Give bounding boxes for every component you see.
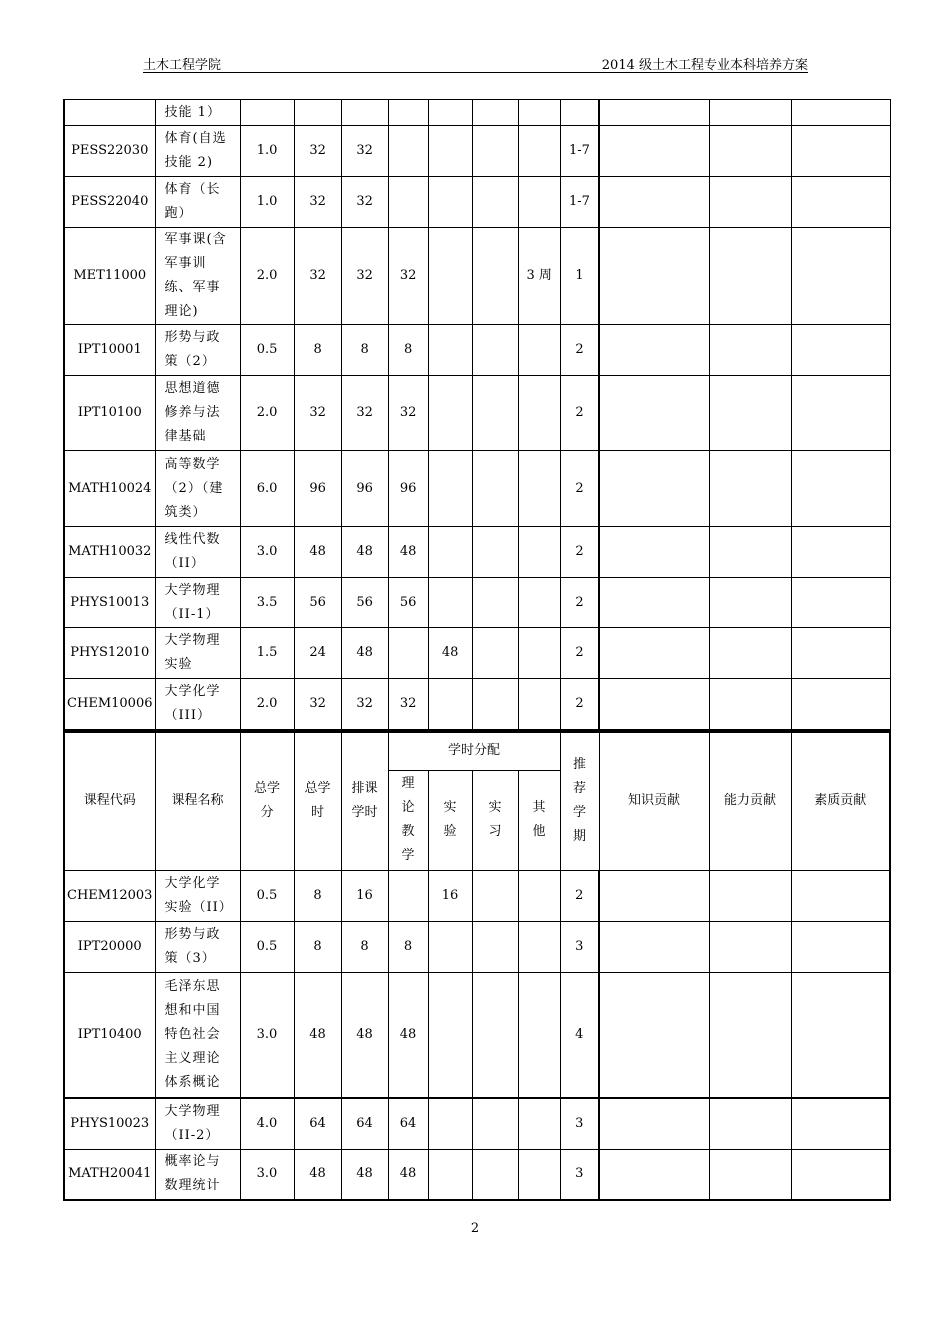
cell-quality — [791, 527, 890, 578]
cell-other — [518, 325, 560, 376]
cell-term: 4 — [560, 972, 599, 1098]
cell-hours: 48 — [294, 1149, 341, 1200]
table-row — [64, 376, 891, 451]
cell-quality — [791, 628, 890, 679]
cell-credits — [240, 100, 294, 126]
cell-lab — [428, 177, 472, 228]
cell-sched: 32 — [341, 679, 388, 730]
cell-knowledge — [599, 628, 709, 679]
cell-ability — [709, 628, 791, 679]
cell-credits: 1.0 — [240, 177, 294, 228]
cell-hours: 56 — [294, 578, 341, 628]
cell-hours: 8 — [294, 325, 341, 376]
cell-credits: 4.0 — [240, 1098, 294, 1149]
cell-practice — [472, 679, 518, 730]
cell-sched: 56 — [341, 578, 388, 628]
cell-ability — [709, 921, 791, 972]
table-row — [64, 126, 891, 177]
cell-practice — [472, 921, 518, 972]
cell-hours: 48 — [294, 972, 341, 1098]
cell-knowledge — [599, 376, 709, 451]
cell-quality — [791, 325, 890, 376]
cell-knowledge — [599, 228, 709, 325]
cell-sched: 48 — [341, 628, 388, 679]
cell-code: IPT20000 — [64, 921, 155, 972]
cell-knowledge — [599, 325, 709, 376]
cell-lab — [428, 578, 472, 628]
cell-practice — [472, 100, 518, 126]
cell-credits: 3.5 — [240, 578, 294, 628]
header-lab — [428, 770, 472, 870]
cell-term — [560, 100, 599, 126]
cell-term: 2 — [560, 325, 599, 376]
cell-theory: 32 — [388, 679, 428, 730]
cell-name: 大学物理（II-2） — [155, 1098, 240, 1149]
cell-credits: 3.0 — [240, 1149, 294, 1200]
cell-knowledge — [599, 177, 709, 228]
header-ability: 能力贡献 — [709, 732, 791, 870]
table-row — [64, 921, 890, 972]
cell-quality — [791, 870, 890, 921]
cell-hours: 24 — [294, 628, 341, 679]
cell-name: 大学物理（II-1） — [155, 578, 240, 628]
cell-practice — [472, 376, 518, 451]
cell-ability — [709, 1149, 791, 1200]
cell-other — [518, 679, 560, 730]
cell-practice — [472, 325, 518, 376]
cell-sched — [341, 100, 388, 126]
cell-sched: 8 — [341, 325, 388, 376]
cell-theory — [388, 126, 428, 177]
cell-code: MET11000 — [64, 228, 155, 325]
cell-code: PHYS10013 — [64, 578, 155, 628]
cell-lab — [428, 527, 472, 578]
cell-name: 大学化学实验（II） — [155, 870, 240, 921]
header-theory-text: 理论教学 — [401, 776, 415, 863]
cell-theory: 48 — [388, 972, 428, 1098]
cell-hours: 64 — [294, 1098, 341, 1149]
cell-ability — [709, 100, 791, 126]
cell-other — [518, 376, 560, 451]
table-row — [64, 628, 891, 679]
cell-term: 2 — [560, 376, 599, 451]
cell-name: 技能 1） — [155, 100, 240, 126]
cell-other — [518, 126, 560, 177]
cell-knowledge — [599, 1149, 709, 1200]
cell-ability — [709, 679, 791, 730]
header-credits — [240, 732, 294, 870]
cell-other — [518, 1149, 560, 1200]
cell-theory — [388, 177, 428, 228]
cell-ability — [709, 177, 791, 228]
cell-ability — [709, 527, 791, 578]
cell-lab — [428, 126, 472, 177]
cell-hours: 48 — [294, 527, 341, 578]
header-term — [560, 732, 599, 870]
cell-sched: 32 — [341, 376, 388, 451]
cell-quality — [791, 1098, 890, 1149]
cell-other — [518, 177, 560, 228]
cell-lab — [428, 1098, 472, 1149]
cell-code: MATH10024 — [64, 451, 155, 527]
cell-name: 大学物理实验 — [155, 628, 240, 679]
cell-hours: 8 — [294, 870, 341, 921]
cell-other: 3 周 — [518, 228, 560, 325]
cell-name: 体育（长跑） — [155, 177, 240, 228]
table-row — [64, 1098, 890, 1149]
cell-code: IPT10001 — [64, 325, 155, 376]
header-name: 课程名称 — [155, 732, 240, 870]
cell-ability — [709, 126, 791, 177]
page-number: 2 — [470, 1221, 480, 1236]
cell-theory: 64 — [388, 1098, 428, 1149]
cell-quality — [791, 177, 890, 228]
cell-credits: 3.0 — [240, 972, 294, 1098]
header-quality: 素质贡献 — [791, 732, 890, 870]
cell-theory: 32 — [388, 376, 428, 451]
header-hours-text: 总学时 — [304, 781, 331, 821]
cell-credits: 2.0 — [240, 376, 294, 451]
cell-other — [518, 527, 560, 578]
cell-sched: 96 — [341, 451, 388, 527]
cell-name: 体育(自选技能 2) — [155, 126, 240, 177]
cell-term: 3 — [560, 1149, 599, 1200]
cell-lab — [428, 679, 472, 730]
cell-name: 线性代数（II） — [155, 527, 240, 578]
cell-name: 形势与政策（3） — [155, 921, 240, 972]
header-credits-text: 总学分 — [253, 781, 280, 821]
cell-theory: 96 — [388, 451, 428, 527]
cell-credits: 0.5 — [240, 921, 294, 972]
cell-credits: 2.0 — [240, 228, 294, 325]
cell-name: 大学化学（III） — [155, 679, 240, 730]
cell-term: 2 — [560, 628, 599, 679]
cell-hours: 32 — [294, 679, 341, 730]
cell-code: PESS22030 — [64, 126, 155, 177]
cell-code: MATH10032 — [64, 527, 155, 578]
cell-credits: 3.0 — [240, 527, 294, 578]
header-lab-text: 实验 — [443, 800, 457, 839]
header-right: 2014 级土木工程专业本科培养方案 — [601, 58, 808, 73]
cell-name: 毛泽东思想和中国特色社会主义理论体系概论 — [155, 972, 240, 1098]
table-row — [64, 578, 891, 628]
cell-term: 2 — [560, 527, 599, 578]
cell-lab — [428, 972, 472, 1098]
cell-knowledge — [599, 527, 709, 578]
cell-lab — [428, 921, 472, 972]
cell-other — [518, 1098, 560, 1149]
cell-code: PHYS12010 — [64, 628, 155, 679]
cell-other — [518, 972, 560, 1098]
cell-quality — [791, 972, 890, 1098]
cell-other — [518, 100, 560, 126]
header-other-text: 其他 — [532, 800, 546, 839]
header-practice — [472, 770, 518, 870]
header-knowledge: 知识贡献 — [599, 732, 709, 870]
cell-other — [518, 921, 560, 972]
cell-theory — [388, 870, 428, 921]
cell-theory: 56 — [388, 578, 428, 628]
cell-ability — [709, 578, 791, 628]
cell-code: MATH20041 — [64, 1149, 155, 1200]
cell-other — [518, 451, 560, 527]
cell-theory — [388, 100, 428, 126]
cell-quality — [791, 1149, 890, 1200]
cell-ability — [709, 1098, 791, 1149]
cell-sched: 64 — [341, 1098, 388, 1149]
cell-knowledge — [599, 679, 709, 730]
table-row — [64, 1149, 890, 1200]
cell-sched: 48 — [341, 972, 388, 1098]
cell-practice — [472, 1098, 518, 1149]
cell-credits: 0.5 — [240, 325, 294, 376]
header-rule — [143, 72, 808, 73]
cell-code: CHEM12003 — [64, 870, 155, 921]
cell-sched: 32 — [341, 228, 388, 325]
cell-other — [518, 578, 560, 628]
cell-name: 思想道德修养与法律基础 — [155, 376, 240, 451]
header-other — [518, 770, 560, 870]
header-sched-text: 排课学时 — [351, 781, 378, 821]
cell-quality — [791, 100, 890, 126]
cell-practice — [472, 126, 518, 177]
cell-code: IPT10400 — [64, 972, 155, 1098]
cell-credits: 2.0 — [240, 679, 294, 730]
cell-term: 2 — [560, 679, 599, 730]
cell-sched: 8 — [341, 921, 388, 972]
cell-practice — [472, 177, 518, 228]
cell-lab — [428, 451, 472, 527]
cell-theory — [388, 628, 428, 679]
table-row — [64, 325, 891, 376]
cell-hours: 32 — [294, 376, 341, 451]
cell-lab — [428, 376, 472, 451]
header-alloc: 学时分配 — [388, 732, 560, 770]
cell-hours: 32 — [294, 126, 341, 177]
cell-hours: 32 — [294, 177, 341, 228]
cell-term: 2 — [560, 578, 599, 628]
cell-other — [518, 870, 560, 921]
cell-practice — [472, 527, 518, 578]
cell-knowledge — [599, 921, 709, 972]
cell-sched: 48 — [341, 527, 388, 578]
cell-term: 2 — [560, 870, 599, 921]
cell-theory: 48 — [388, 527, 428, 578]
header-hours — [294, 732, 341, 870]
cell-name: 概率论与数理统计 — [155, 1149, 240, 1200]
cell-practice — [472, 628, 518, 679]
cell-hours: 96 — [294, 451, 341, 527]
cell-practice — [472, 870, 518, 921]
table-row — [64, 870, 890, 921]
cell-code: PHYS10023 — [64, 1098, 155, 1149]
cell-term: 2 — [560, 451, 599, 527]
cell-lab: 16 — [428, 870, 472, 921]
cell-sched: 32 — [341, 177, 388, 228]
cell-ability — [709, 376, 791, 451]
cell-term: 1-7 — [560, 177, 599, 228]
cell-sched: 32 — [341, 126, 388, 177]
table-row — [64, 972, 890, 1098]
cell-code: CHEM10006 — [64, 679, 155, 730]
course-table — [63, 731, 891, 1201]
cell-quality — [791, 376, 890, 451]
cell-practice — [472, 228, 518, 325]
cell-practice — [472, 578, 518, 628]
cell-knowledge — [599, 870, 709, 921]
cell-credits: 0.5 — [240, 870, 294, 921]
cell-knowledge — [599, 126, 709, 177]
cell-knowledge — [599, 100, 709, 126]
cell-name: 高等数学（2）（建筑类） — [155, 451, 240, 527]
cell-quality — [791, 679, 890, 730]
cell-name: 军事课(含军事训练、军事理论) — [155, 228, 240, 325]
cell-lab — [428, 1149, 472, 1200]
cell-practice — [472, 451, 518, 527]
cell-lab — [428, 325, 472, 376]
cell-quality — [791, 578, 890, 628]
cell-quality — [791, 451, 890, 527]
cell-sched: 16 — [341, 870, 388, 921]
table-row — [64, 177, 891, 228]
cell-credits: 6.0 — [240, 451, 294, 527]
cell-term: 3 — [560, 1098, 599, 1149]
table-row — [64, 100, 891, 126]
header-practice-text: 实习 — [488, 800, 502, 839]
table-row — [64, 451, 891, 527]
cell-other — [518, 628, 560, 679]
course-table-continued — [63, 99, 891, 731]
cell-practice — [472, 972, 518, 1098]
cell-ability — [709, 228, 791, 325]
cell-code — [64, 100, 155, 126]
cell-knowledge — [599, 1098, 709, 1149]
cell-lab: 48 — [428, 628, 472, 679]
cell-quality — [791, 921, 890, 972]
header-term-text: 推荐学期 — [573, 757, 587, 845]
cell-ability — [709, 972, 791, 1098]
cell-ability — [709, 325, 791, 376]
header-theory — [388, 770, 428, 870]
cell-sched: 48 — [341, 1149, 388, 1200]
cell-knowledge — [599, 972, 709, 1098]
cell-credits: 1.0 — [240, 126, 294, 177]
cell-code: IPT10100 — [64, 376, 155, 451]
cell-term: 1 — [560, 228, 599, 325]
cell-theory: 32 — [388, 228, 428, 325]
cell-code: PESS22040 — [64, 177, 155, 228]
cell-hours: 32 — [294, 228, 341, 325]
cell-term: 1-7 — [560, 126, 599, 177]
header-sched — [341, 732, 388, 870]
cell-hours: 8 — [294, 921, 341, 972]
cell-term: 3 — [560, 921, 599, 972]
cell-lab — [428, 100, 472, 126]
cell-quality — [791, 228, 890, 325]
cell-theory: 8 — [388, 921, 428, 972]
table-row — [64, 228, 891, 325]
cell-knowledge — [599, 451, 709, 527]
cell-name: 形势与政策（2） — [155, 325, 240, 376]
cell-theory: 8 — [388, 325, 428, 376]
cell-ability — [709, 870, 791, 921]
cell-hours — [294, 100, 341, 126]
table-row — [64, 679, 891, 730]
cell-credits: 1.5 — [240, 628, 294, 679]
cell-practice — [472, 1149, 518, 1200]
cell-quality — [791, 126, 890, 177]
cell-lab — [428, 228, 472, 325]
header-code: 课程代码 — [64, 732, 155, 870]
cell-ability — [709, 451, 791, 527]
header-left: 土木工程学院 — [143, 58, 222, 73]
cell-knowledge — [599, 578, 709, 628]
table-row — [64, 527, 891, 578]
cell-theory: 48 — [388, 1149, 428, 1200]
